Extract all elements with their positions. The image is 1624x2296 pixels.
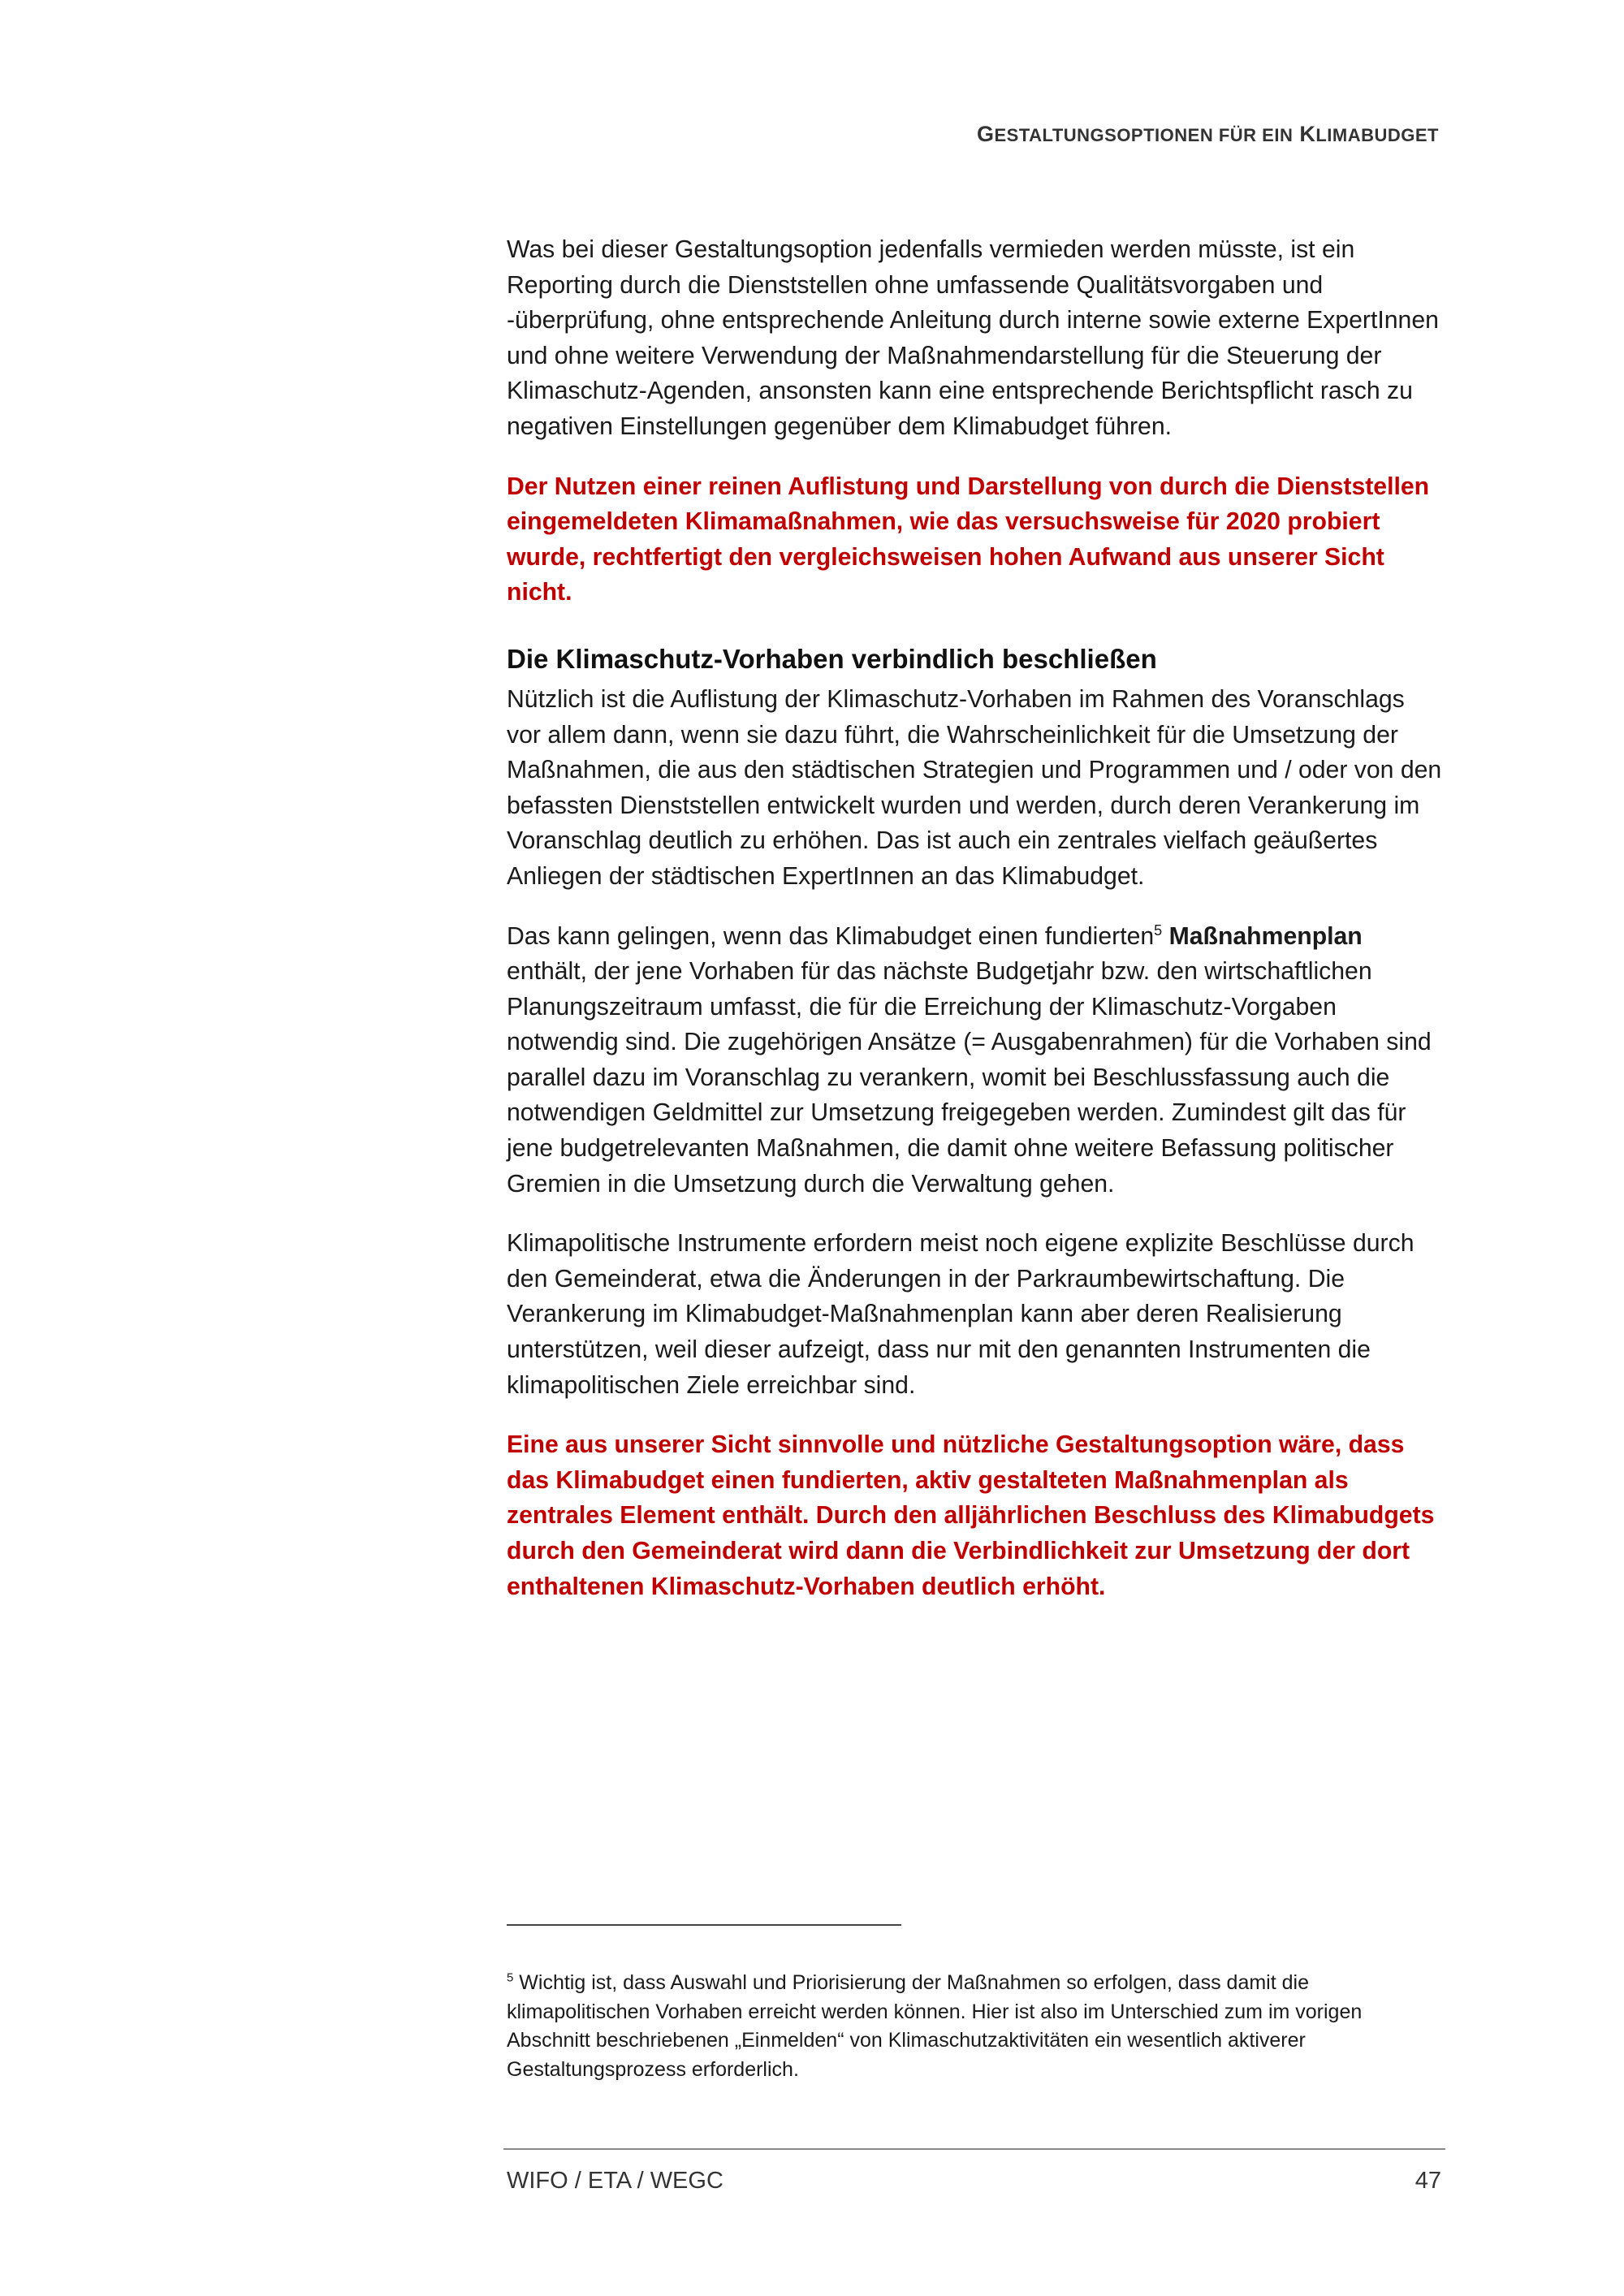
paragraph-measures-plan-text-a: Das kann gelingen, wenn das Klimabudget einen fundierten: [507, 922, 1155, 950]
footnote-divider: [507, 1924, 901, 1926]
paragraph-listing: Nützlich ist die Auflistung der Klimaschutz-Vorhaben im Rahmen des Voranschlags vor allem dann, wenn sie dazu führt, die Wahrscheinlichkeit für die Umsetzung der Maßnahmen, die aus den städtischen Strategien und Programmen und / oder von den befassten Dienststellen entwickelt wurden und werden, durch deren Verankerung im Voranschlag deutlich zu erhöhen. Das ist auch ein zentrales vielfach geäußertes Anliegen der städtischen ExpertInnen an das Klimabudget.: [507, 685, 1442, 890]
header-rest-2: LIMABUDGET: [1315, 125, 1439, 145]
conclusion-highlight-1: Der Nutzen einer reinen Auflistung und Darstellung von durch die Dienststellen eingemeldeten Klimamaßnahmen, wie das versuchsweise für 2020 probiert wurde, rechtfertigt den vergleichsweisen hohen Aufwand aus unserer Sicht nicht.: [507, 473, 1430, 606]
header-cap-1: G: [976, 122, 995, 146]
header-rest-1: ESTALTUNGSOPTIONEN FÜR EIN: [994, 125, 1294, 145]
page-number: 47: [1415, 2168, 1441, 2194]
header-cap-2: K: [1299, 122, 1316, 146]
paragraph-instruments: Klimapolitische Instrumente erfordern meist noch eigene explizite Beschlüsse durch den Gemeinderat, etwa die Änderungen in der Parkraumbewirtschaftung. Die Verankerung im Klimabudget-Maßnahmenplan kann aber deren Realisierung unterstützen, weil dieser aufzeigt, dass nur mit den genannten Instrumenten die klimapolitischen Ziele erreichbar sind.: [507, 1230, 1415, 1399]
footnote-number: 5: [507, 1970, 514, 1985]
section-heading: Die Klimaschutz-Vorhaben verbindlich beschließen: [507, 643, 1157, 674]
footnote-reference[interactable]: 5: [1154, 921, 1163, 939]
bold-term: Maßnahmenplan: [1168, 922, 1363, 950]
footer-authors: WIFO / ETA / WEGC: [507, 2168, 723, 2194]
paragraph-measures-plan: [507, 919, 1444, 1202]
main-content: [507, 232, 1444, 1604]
running-header: [977, 122, 1439, 147]
footnote: [507, 1969, 1444, 2084]
footer-divider: [503, 2148, 1445, 2150]
paragraph-measures-plan-text-b: enthält, der jene Vorhaben für das nächste Budgetjahr bzw. den wirtschaftlichen Planungszeitraum umfasst, die für die Erreichung der Klimaschutz-Vorgaben notwendig sind. Die zugehörigen Ansätze (= Ausgabenrahmen) für die Vorhaben sind parallel dazu im Voranschlag zu verankern, womit bei Beschlussfassung auch die notwendigen Geldmittel zur Umsetzung freigegeben werden. Zumindest gilt das für jene budgetrelevanten Maßnahmen, die damit ohne weitere Befassung politischer Gremien in die Umsetzung durch die Verwaltung gehen.: [507, 958, 1432, 1198]
conclusion-highlight-2: Eine aus unserer Sicht sinnvolle und nützliche Gestaltungsoption wäre, dass das Klimabudget einen fundierten, aktiv gestalteten Maßnahmenplan als zentrales Element enthält. Durch den alljährlichen Beschluss des Klimabudgets durch den Gemeinderat wird dann die Verbindlichkeit zur Umsetzung der dort enthaltenen Klimaschutz-Vorhaben deutlich erhöht.: [507, 1431, 1435, 1600]
paragraph-reporting: Was bei dieser Gestaltungsoption jedenfalls vermieden werden müsste, ist ein Reporting durch die Dienststellen ohne umfassende Qualitätsvorgaben und -überprüfung, ohne entsprechende Anleitung durch interne sowie externe ExpertInnen und ohne weitere Verwendung der Maßnahmendarstellung für die Steuerung der Klimaschutz-Agenden, ansonsten kann eine entsprechende Berichtspflicht rasch zu negativen Einstellungen gegenüber dem Klimabudget führen.: [507, 236, 1439, 440]
footnote-text: Wichtig ist, dass Auswahl und Priorisierung der Maßnahmen so erfolgen, dass damit die klimapolitischen Vorhaben erreicht werden können. Hier ist also im Unterschied zum im vorigen Abschnitt beschriebenen „Einmelden“ von Klimaschutzaktivitäten ein wesentlich aktiverer Gestaltungsprozess erforderlich.: [507, 1971, 1363, 2081]
